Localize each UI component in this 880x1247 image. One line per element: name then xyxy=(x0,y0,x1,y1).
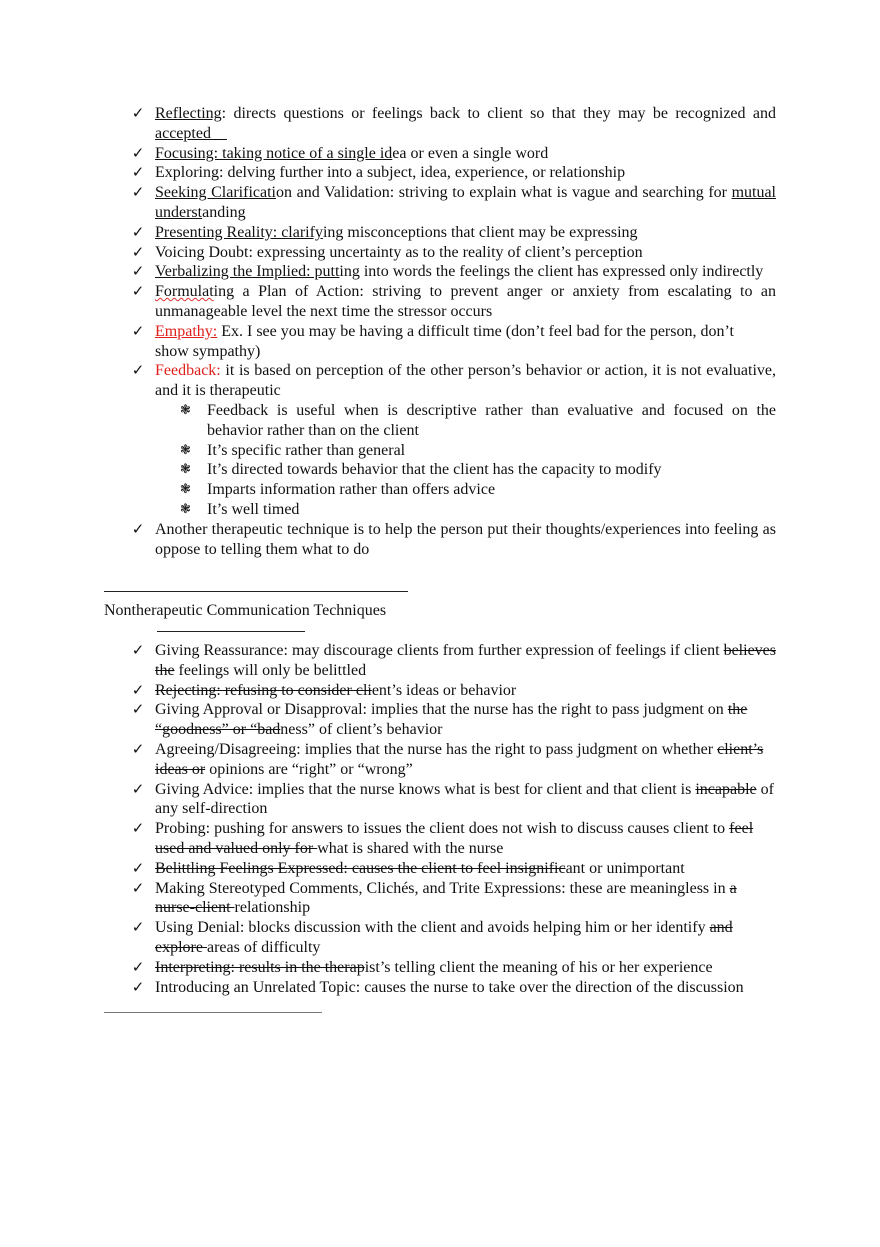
description: Another therapeutic technique is to help the person put their thoughts/experiences into feeling as oppose to telling them what to do xyxy=(155,520,776,558)
struck-text: a nurse-client xyxy=(155,879,737,917)
struck-text: the “goodness” or “bad xyxy=(155,701,748,739)
checkmark-icon: ✓ xyxy=(131,143,145,162)
checkmark-icon: ✓ xyxy=(131,262,145,281)
checkmark-icon: ✓ xyxy=(131,819,145,838)
list-item xyxy=(0,322,880,362)
nontherapeutic-techniques-list xyxy=(0,641,880,997)
struck-text: Interpreting: results in the therap xyxy=(155,958,365,976)
list-item xyxy=(0,361,880,519)
checkmark-icon: ✓ xyxy=(131,878,145,897)
checkmark-icon: ✓ xyxy=(131,858,145,877)
checkmark-icon: ✓ xyxy=(131,977,145,996)
list-item xyxy=(0,520,880,560)
flower-bullet-icon: ❃ xyxy=(180,482,191,498)
description: it is based on perception of the other person’s behavior or action, it is not evaluative, and it is therapeutic xyxy=(155,362,776,400)
checkmark-icon: ✓ xyxy=(131,222,145,241)
checkmark-icon: ✓ xyxy=(131,242,145,261)
checkmark-icon: ✓ xyxy=(131,183,145,202)
checkmark-icon: ✓ xyxy=(131,779,145,798)
sub-list-item: ❃ Imparts information rather than offers advice xyxy=(180,481,496,499)
description: on and Validation: striving to explain what is vague and searching for xyxy=(276,184,732,202)
list-item: ✓ Rejecting: refusing to consider client’s ideas or behavior xyxy=(131,680,517,699)
feedback-sublist xyxy=(155,401,776,520)
term-continued: mutual underst xyxy=(155,184,776,221)
struck-text: and explore xyxy=(155,919,733,956)
list-item xyxy=(0,104,880,144)
checkmark-icon: ✓ xyxy=(131,641,145,659)
struck-text: Belittling Feelings Expressed: causes the client to feel insignific xyxy=(155,859,566,877)
checkmark-icon: ✓ xyxy=(131,163,145,182)
list-item: ✓ Giving Advice: implies that the nurse knows what is best for client and that client is incapable of any self-direction xyxy=(131,779,774,818)
therapeutic-techniques-list xyxy=(0,104,880,559)
divider-line xyxy=(157,631,305,632)
term-feedback: Feedback: xyxy=(155,362,221,380)
list-item xyxy=(0,144,880,164)
struck-text: believes the xyxy=(155,642,776,679)
list-item: ✓ Introducing an Unrelated Topic: causes the nurse to take over the direction of the discussion xyxy=(131,977,744,996)
checkmark-icon: ✓ xyxy=(131,739,145,758)
list-item: ✓ Making Stereotyped Comments, Clichés, and Trite Expressions: these are meaningless in a nurse-client relationship xyxy=(131,878,737,917)
description: ing a Plan of Action: striving to prevent anger or anxiety from escalating to an unmanageable level the next time the stressor occurs xyxy=(155,283,776,320)
description: Ex. I see you may be having a difficult time (don’t feel bad for the person, don’t show sympathy) xyxy=(155,322,734,360)
flower-bullet-icon: ❃ xyxy=(180,402,191,418)
checkmark-icon: ✓ xyxy=(131,680,145,699)
term: Formulat xyxy=(155,283,214,301)
description-end: anding xyxy=(202,203,246,221)
description: : directs questions or feelings back to client so that they may be recognized and xyxy=(221,105,776,122)
term: Verbalizing the Implied: putt xyxy=(155,263,340,281)
struck-text: incapable xyxy=(695,780,757,798)
checkmark-icon: ✓ xyxy=(131,918,145,937)
description: Voicing Doubt: expressing uncertainty as to the reality of client’s perception xyxy=(155,243,643,261)
description: ing misconceptions that client may be expressing xyxy=(322,223,638,241)
description: ing into words the feelings the client has expressed only indirectly xyxy=(339,263,764,281)
list-item xyxy=(0,183,880,223)
divider-line xyxy=(104,591,408,592)
section-heading: Nontherapeutic Communication Techniques xyxy=(104,602,387,619)
flower-bullet-icon: ❃ xyxy=(180,501,191,517)
checkmark-icon: ✓ xyxy=(131,104,145,122)
checkmark-icon: ✓ xyxy=(131,519,145,538)
flower-bullet-icon: ❃ xyxy=(180,442,191,458)
sub-list-item: ❃ Feedback is useful when is descriptive rather than evaluative and focused on the behavior rather than on the client xyxy=(180,401,776,439)
flower-bullet-icon: ❃ xyxy=(180,462,191,478)
term-continued: accepted xyxy=(155,124,211,142)
description: ea or even a single word xyxy=(392,144,549,162)
list-item: ✓ Interpreting: results in the therapist’s telling client the meaning of his or her experience xyxy=(131,957,713,976)
sub-list-item: ❃ It’s well timed xyxy=(180,500,300,518)
description: Exploring: delving further into a subject, idea, experience, or relationship xyxy=(155,164,626,182)
checkmark-icon: ✓ xyxy=(131,700,145,719)
checkmark-icon: ✓ xyxy=(131,361,145,380)
list-item xyxy=(0,262,880,282)
list-item: ✓ Agreeing/Disagreeing: implies that the nurse has the right to pass judgment on whether client’s ideas or opinions are “right” or “wrong” xyxy=(131,739,764,778)
checkmark-icon: ✓ xyxy=(131,957,145,976)
term: Focusing: taking notice of a single id xyxy=(155,144,393,162)
list-item: ✓ Using Denial: blocks discussion with the client and avoids helping him or her identify and explore areas of difficulty xyxy=(131,918,733,956)
sub-list-item: ❃ It’s directed towards behavior that the client has the capacity to modify xyxy=(180,461,662,479)
term: Presenting Reality: clarify xyxy=(155,223,323,241)
divider-line xyxy=(104,1012,322,1013)
term: Reflecting xyxy=(155,105,222,122)
list-item xyxy=(0,243,880,263)
checkmark-icon: ✓ xyxy=(131,321,145,340)
list-item xyxy=(0,282,880,322)
struck-text: feel used and valued only for xyxy=(155,820,754,857)
list-item xyxy=(0,163,880,183)
list-item: ✓ Giving Approval or Disapproval: implies that the nurse has the right to pass judgment on the “goodness” or “badness” of client’s behavior xyxy=(131,700,748,739)
checkmark-icon: ✓ xyxy=(131,282,145,301)
sub-list-item: ❃ It’s specific rather than general xyxy=(180,441,406,459)
list-item: ✓ Belittling Feelings Expressed: causes the client to feel insignificant or unimportant xyxy=(131,858,685,877)
list-item xyxy=(0,223,880,243)
term: Seeking Clarificati xyxy=(155,184,276,202)
list-item: ✓ Giving Reassurance: may discourage clients from further expression of feelings if client believes the feelings will only be belittled xyxy=(131,641,776,679)
struck-text: client’s ideas or xyxy=(155,740,764,778)
term-empathy: Empathy: xyxy=(155,322,218,340)
list-item: ✓ Probing: pushing for answers to issues the client does not wish to discuss causes client to feel used and valued only for what is shared with the nurse xyxy=(131,819,754,857)
struck-text: Rejecting: refusing to consider cli xyxy=(155,681,372,699)
